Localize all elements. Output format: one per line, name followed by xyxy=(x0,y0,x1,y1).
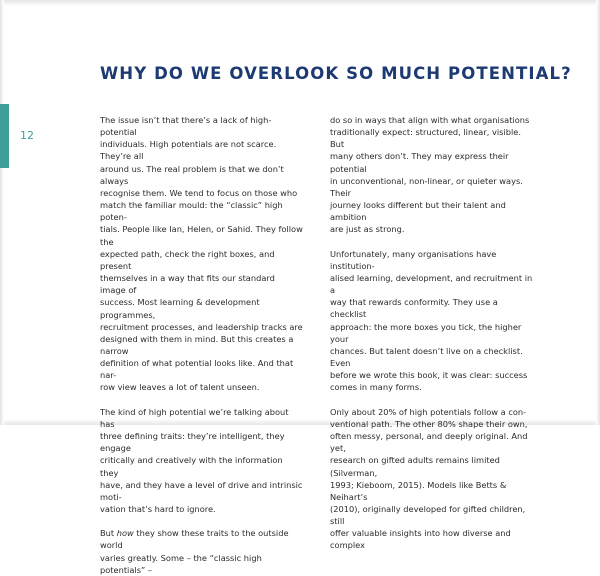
text-line: in unconventional, non-linear, or quieter ways. Their xyxy=(330,175,523,198)
text-line: 1993; Kieboom, 2015). Models like Betts & Neihart’s xyxy=(330,479,507,502)
page-title: WHY DO WE OVERLOOK SO MUCH POTENTIAL? xyxy=(100,64,572,83)
text-line: many others don’t. They may express their potential xyxy=(330,151,509,174)
text-line: recognise them. We tend to focus on those who xyxy=(100,187,298,198)
text-line: Unfortunately, many organisations have institution- xyxy=(330,248,497,271)
page-edge-top xyxy=(0,0,600,6)
right-column xyxy=(330,114,533,552)
text-line: traditionally expect: structured, linear, visible. But xyxy=(330,127,521,150)
text-line: expected path, check the right boxes, and present xyxy=(100,248,275,271)
text-line-start: But xyxy=(100,528,117,539)
text-line: themselves in a way that fits our standard image of xyxy=(100,273,275,296)
page-number: 12 xyxy=(20,129,34,142)
text-line: often messy, personal, and deeply original. And yet, xyxy=(330,431,528,454)
text-line: critically and creatively with the information they xyxy=(100,455,283,478)
page-edge-right xyxy=(596,0,600,425)
paragraph xyxy=(100,527,303,576)
text-line: chances. But talent doesn’t live on a checklist. Even xyxy=(330,345,523,369)
text-line: individuals. High potentials are not scarce. They’re all xyxy=(100,139,277,162)
text-line: research on gifted adults remains limited (Silverman, xyxy=(330,455,500,478)
text-line: have, and they have a level of drive and intrinsic moti- xyxy=(100,479,303,502)
text-line: approach: the more boxes you tick, the higher your xyxy=(330,321,522,344)
text-line: designed with them in mind. But this creates a narrow xyxy=(100,333,294,356)
text-line: around us. The real problem is that we don’t always xyxy=(100,163,284,186)
text-line: alised learning, development, and recruitment in a xyxy=(330,273,533,296)
emphasis-word: how xyxy=(116,528,134,539)
page-edge-left xyxy=(0,0,4,425)
text-line: match the familiar mould: the “classic” high poten- xyxy=(100,200,283,223)
text-line: success. Most learning & development programmes, xyxy=(100,297,260,320)
paragraph xyxy=(330,114,533,236)
text-line: Only about 20% of high potentials follow a con- xyxy=(330,406,527,417)
text-line: before we wrote this book, it was clear: success xyxy=(330,370,528,381)
paragraph xyxy=(100,406,303,515)
text-line: are just as strong. xyxy=(330,224,405,235)
text-line: vation that’s hard to ignore. xyxy=(100,503,216,514)
text-line: ventional path. The other 80% shape their own, xyxy=(330,418,528,429)
text-line: recruitment processes, and leadership tracks are xyxy=(100,321,303,332)
text-line: varies greatly. Some – the “classic high potentials” – xyxy=(100,552,262,575)
paragraph xyxy=(100,114,303,394)
chapter-accent-bar xyxy=(0,104,9,168)
text-line: three defining traits: they’re intelligent, they engage xyxy=(100,431,285,454)
text-line: journey looks different but their talent and ambition xyxy=(330,200,506,223)
text-line: offer valuable insights into how diverse and complex xyxy=(330,528,511,551)
text-line: The issue isn’t that there’s a lack of high-potential xyxy=(100,115,272,138)
text-line: way that rewards conformity. They use a checklist xyxy=(330,297,498,320)
paragraph xyxy=(330,406,533,552)
paragraph xyxy=(330,248,533,394)
text-line: row view leaves a lot of talent unseen. xyxy=(100,382,260,393)
text-line: comes in many forms. xyxy=(330,382,422,393)
text-line: definition of what potential looks like. And that nar- xyxy=(100,358,294,381)
text-line-end: they show these traits to the outside world xyxy=(100,528,289,551)
text-line: tials. People like Ian, Helen, or Sahid. They follow the xyxy=(100,224,303,247)
text-line: The kind of high potential we’re talking about has xyxy=(100,406,289,429)
text-line: do so in ways that align with what organisations xyxy=(330,115,530,125)
left-column xyxy=(100,114,303,576)
text-line: (2010), originally developed for gifted children, still xyxy=(330,503,526,527)
